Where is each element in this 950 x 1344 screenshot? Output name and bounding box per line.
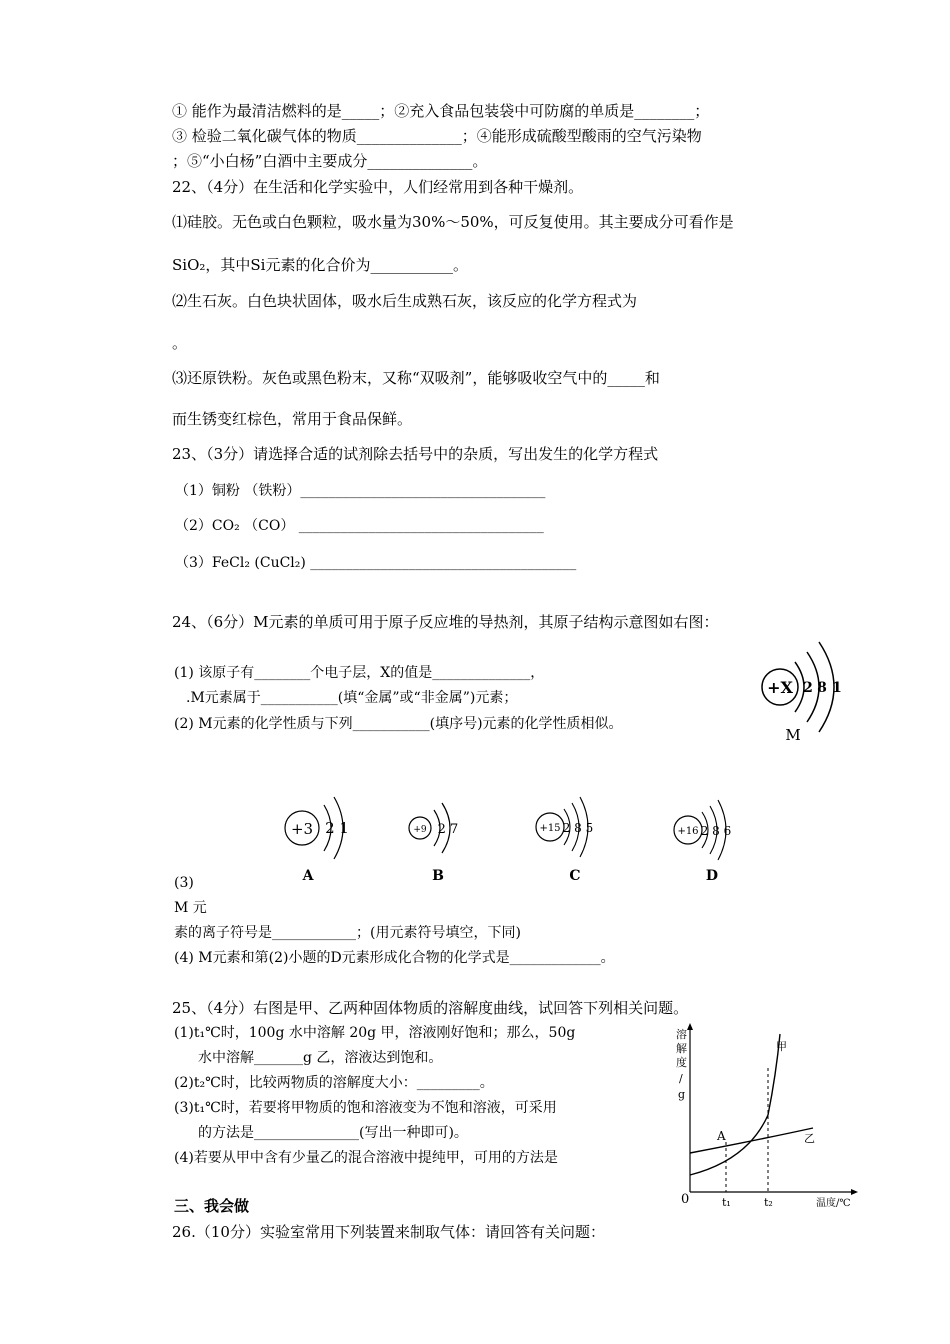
- atom-d: [674, 800, 731, 884]
- question-25: 25、（4分）右图是甲、乙两种固体物质的溶解度曲线，试回答下列相关问题。: [172, 999, 689, 1017]
- text-line: 。: [172, 334, 188, 352]
- text-line: (3): [174, 875, 194, 891]
- text-line: （3）FeCl₂ (CuCl₂) ______________________________________: [175, 555, 577, 571]
- curve-yi-label: 乙: [804, 1132, 815, 1145]
- curve-jia: [690, 1034, 780, 1175]
- question-23: 23、（3分）请选择合适的试剂除去括号中的杂质，写出发生的化学方程式: [172, 445, 659, 463]
- shell-count: 2: [803, 680, 813, 696]
- text-line: ⑴硅胶。无色或白色颗粒，吸水量为30%～50%，可反复使用。其主要成分可看作是: [172, 213, 734, 231]
- text-line: (2) M元素的化学性质与下列___________(填序号)元素的化学性质相似。: [174, 716, 623, 732]
- section-heading: 三、我会做: [174, 1197, 250, 1215]
- text-line: (1) 该原子有________个电子层，X的值是______________，: [174, 665, 545, 681]
- atom-c: [536, 797, 593, 884]
- svg-text:D: D: [705, 868, 719, 884]
- text-line: (4)若要从甲中含有少量乙的混合溶液中提纯甲，可用的方法是: [174, 1150, 558, 1166]
- t2-label: t₂: [764, 1196, 773, 1209]
- text-line: ③ 检验二氧化碳气体的物质______________；④能形成硫酸型酸雨的空气污染物: [172, 127, 702, 145]
- text-line: (4) M元素和第(2)小题的D元素形成化合物的化学式是_____________。: [174, 950, 615, 966]
- text-line: .M元素属于___________(填“金属”或“非金属”)元素；: [186, 690, 518, 706]
- svg-text:+15: +15: [539, 823, 561, 834]
- svg-text:解: 解: [676, 1042, 687, 1055]
- svg-text:B: B: [432, 868, 444, 884]
- svg-text:+9: +9: [413, 825, 427, 835]
- text-line: （1）铜粉 （铁粉）___________________________________: [175, 483, 546, 499]
- text-line: （2）CO₂ （CO） ___________________________________: [175, 518, 544, 534]
- text-line: (3)t₁℃时，若要将甲物质的饱和溶液变为不饱和溶液，可采用: [174, 1100, 557, 1116]
- atom-a: [285, 797, 349, 884]
- question-22: 22、（4分）在生活和化学实验中，人们经常用到各种干燥剂。: [172, 178, 584, 196]
- svg-text:度: 度: [676, 1056, 687, 1069]
- svg-text:A: A: [302, 868, 314, 884]
- svg-text:/: /: [679, 1072, 683, 1085]
- text-line: 的方法是_______________(写出一种即可)。: [198, 1125, 468, 1141]
- text-line: SiO₂，其中Si元素的化合价为___________。: [172, 256, 468, 274]
- point-a-label: A: [717, 1129, 726, 1143]
- curve-yi: [690, 1128, 813, 1153]
- shell-count: 1: [832, 680, 842, 696]
- text-line: 而生锈变红棕色，常用于食品保鲜。: [172, 410, 413, 428]
- text-line: (2)t₂℃时，比较两物质的溶解度大小：_________。: [174, 1075, 494, 1091]
- svg-text:2 7: 2 7: [437, 822, 459, 837]
- y-axis-arrow: [687, 1023, 693, 1030]
- text-line: 素的离子符号是____________；(用元素符号填空，下同): [174, 925, 521, 941]
- text-line: ；⑤“小白杨”白酒中主要成分______________。: [172, 152, 488, 170]
- x-axis-arrow: [851, 1189, 858, 1195]
- text-line: ⑵生石灰。白色块状固体，吸水后生成熟石灰，该反应的化学方程式为: [172, 292, 638, 310]
- text-line: 水中溶解_______g 乙，溶液达到饱和。: [198, 1050, 443, 1066]
- svg-text:C: C: [569, 868, 581, 884]
- text-line: (1)t₁℃时，100g 水中溶解 20g 甲，溶液刚好饱和；那么，50g: [174, 1025, 576, 1041]
- atom-b: [409, 803, 458, 884]
- svg-text:2 8 5: 2 8 5: [562, 821, 594, 835]
- atom-diagram-m: [755, 640, 865, 745]
- atom-label: M: [785, 726, 801, 744]
- svg-text:g: g: [678, 1088, 686, 1101]
- curve-jia-label: 甲: [776, 1040, 787, 1053]
- x-axis-label: 温度/℃: [816, 1198, 851, 1209]
- svg-text:+3: +3: [290, 820, 314, 838]
- nucleus-label: +X: [767, 678, 793, 697]
- y-axis-label: 溶: [676, 1028, 687, 1041]
- text-line: ⑶还原铁粉。灰色或黑色粉末，又称“双吸剂”，能够吸收空气中的_____和: [172, 369, 660, 387]
- text-line: M 元: [174, 900, 207, 916]
- text-line: ① 能作为最清洁燃料的是_____；②充入食品包装袋中可防腐的单质是________；: [172, 102, 710, 120]
- svg-text:+16: +16: [677, 826, 699, 837]
- solubility-graph: [668, 1020, 868, 1215]
- atom-diagrams-abcd: [280, 785, 740, 885]
- question-24: 24、（6分）M元素的单质可用于原子反应堆的导热剂，其原子结构示意图如右图：: [172, 613, 719, 631]
- origin-label: 0: [681, 1192, 690, 1207]
- shell-count: 8: [817, 680, 827, 696]
- svg-text:2 1: 2 1: [325, 819, 349, 837]
- question-26: 26.（10分）实验室常用下列装置来制取气体：请回答有关问题：: [172, 1223, 605, 1241]
- svg-text:2 8 6: 2 8 6: [700, 824, 732, 838]
- t1-label: t₁: [722, 1196, 731, 1209]
